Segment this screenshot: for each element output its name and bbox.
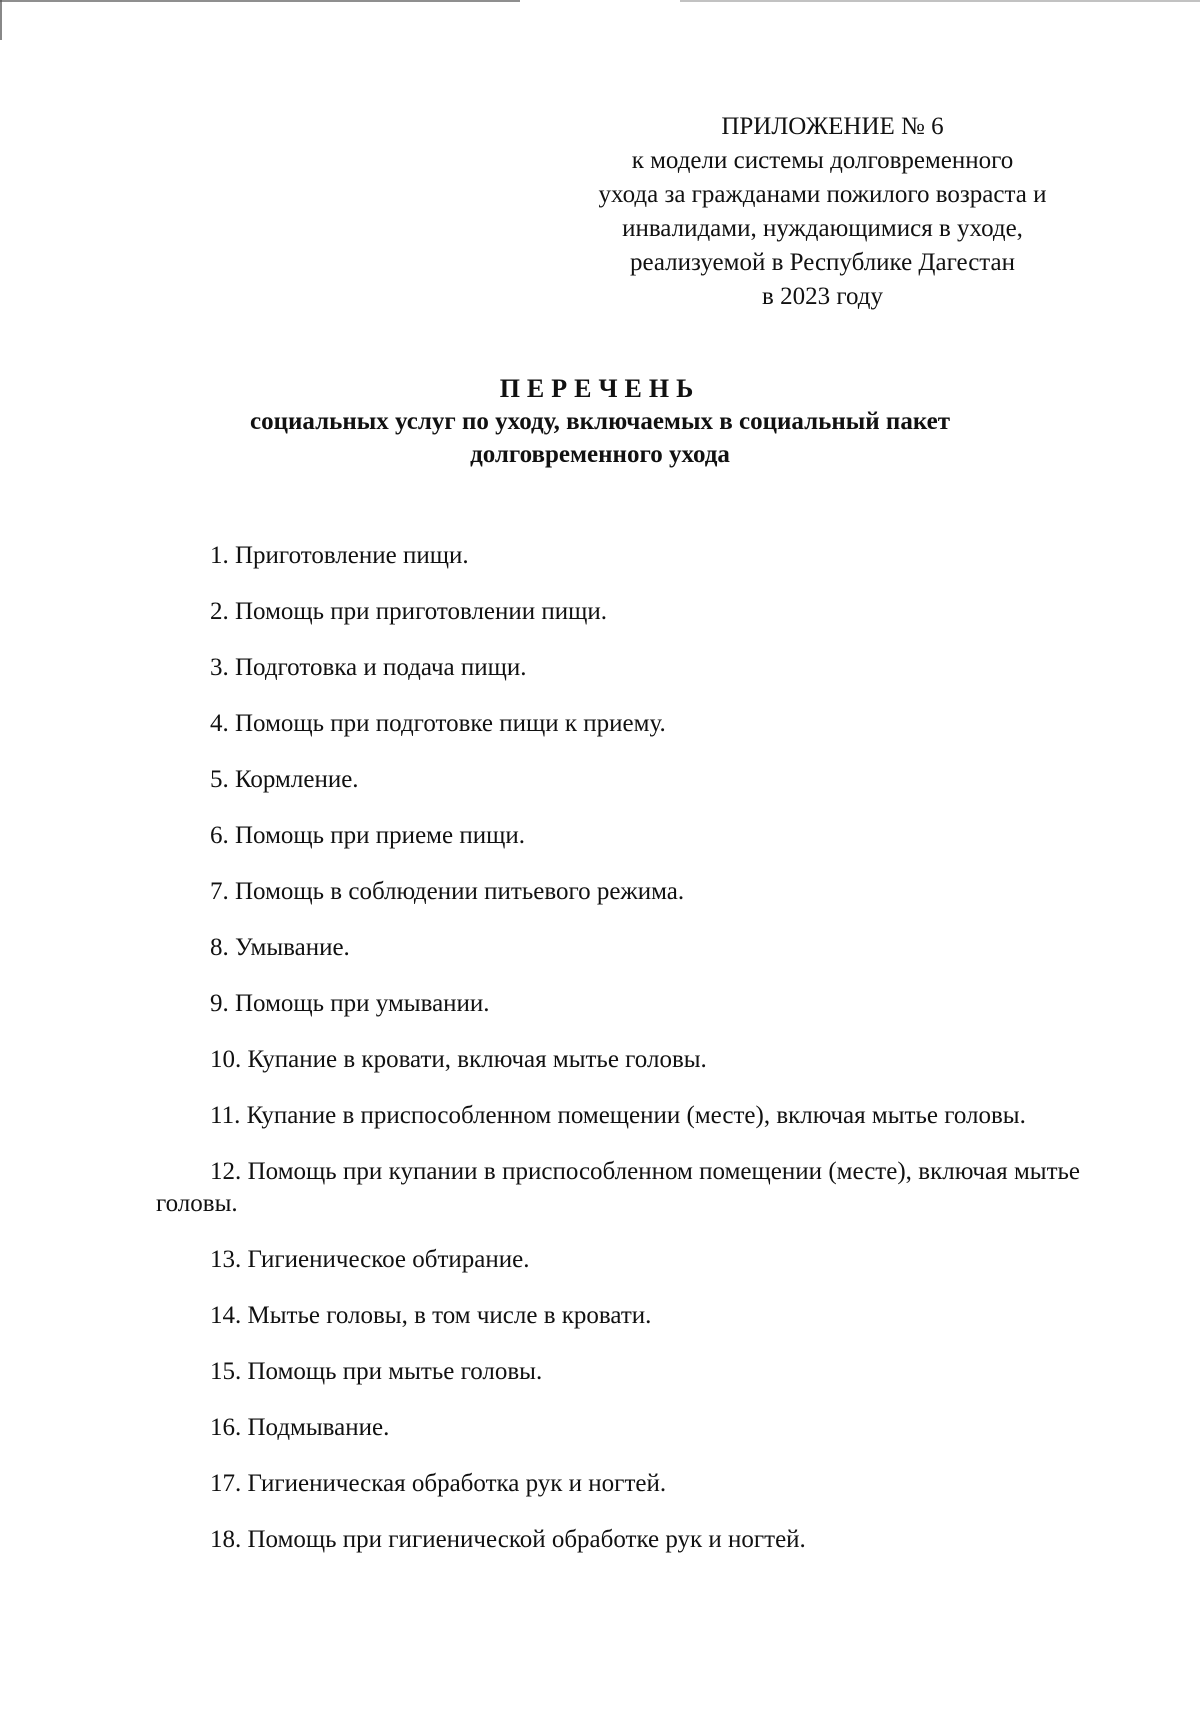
service-item: 11. Купание в приспособленном помещении (месте), включая мытье головы. (210, 1102, 1026, 1129)
service-list (156, 540, 1080, 1580)
document-title (140, 372, 1060, 471)
service-item: 5. Кормление. (210, 766, 359, 793)
service-item: 7. Помощь в соблюдении питьевого режима. (210, 878, 685, 905)
title-line: социальных услуг по уходу, включаемых в социальный пакет (250, 408, 950, 435)
service-item: 4. Помощь при подготовке пищи к приему. (210, 710, 666, 737)
service-item: 15. Помощь при мытье головы. (210, 1358, 543, 1385)
title-line: долговременного ухода (470, 441, 730, 468)
service-item: 9. Помощь при умывании. (210, 990, 490, 1017)
appendix-header (555, 110, 1090, 314)
appendix-line: к модели системы долговременного (631, 147, 1014, 174)
scan-edge-left (0, 0, 2, 40)
scan-edge-top (0, 0, 1200, 2)
service-item: 1. Приготовление пищи. (210, 542, 469, 569)
appendix-number: ПРИЛОЖЕНИЕ № 6 (721, 113, 944, 140)
service-item: 16. Подмывание. (210, 1414, 390, 1441)
service-item: 13. Гигиеническое обтирание. (210, 1246, 530, 1273)
appendix-line: реализуемой в Республике Дагестан (629, 249, 1016, 276)
appendix-line: инвалидами, нуждающимися в уходе, (622, 215, 1023, 242)
title-main: ПЕРЕЧЕНЬ (499, 374, 701, 403)
service-item: 17. Гигиеническая обработка рук и ногтей. (210, 1470, 667, 1497)
service-item: 2. Помощь при приготовлении пищи. (210, 598, 608, 625)
service-item: 14. Мытье головы, в том числе в кровати. (210, 1302, 652, 1329)
service-item: 3. Подготовка и подача пищи. (210, 654, 527, 681)
service-item: 10. Купание в кровати, включая мытье головы. (210, 1046, 707, 1073)
service-item: 6. Помощь при приеме пищи. (210, 822, 525, 849)
appendix-line: в 2023 году (762, 283, 883, 310)
service-item: 12. Помощь при купании в приспособленном помещении (месте), включая мытье головы. (156, 1158, 1080, 1217)
appendix-line: ухода за гражданами пожилого возраста и (598, 181, 1047, 208)
service-item: 18. Помощь при гигиенической обработке рук и ногтей. (210, 1526, 806, 1553)
service-item: 8. Умывание. (210, 934, 350, 961)
